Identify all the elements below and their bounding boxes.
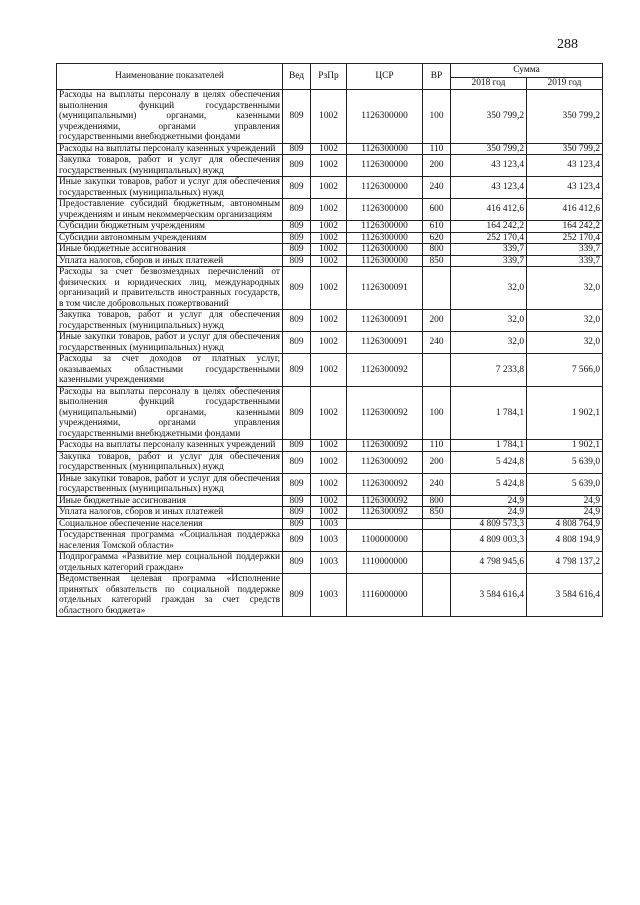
row-rzpr: 1003 bbox=[311, 574, 347, 617]
row-rzpr: 1002 bbox=[311, 507, 347, 519]
row-rzpr: 1002 bbox=[311, 221, 347, 233]
row-ved: 809 bbox=[283, 255, 311, 267]
row-csr: 1126300000 bbox=[347, 232, 423, 244]
row-ved: 809 bbox=[283, 552, 311, 574]
row-vr: 100 bbox=[423, 386, 451, 440]
row-csr: 1110000000 bbox=[347, 552, 423, 574]
row-vr: 800 bbox=[423, 495, 451, 507]
row-rzpr: 1002 bbox=[311, 155, 347, 177]
row-name: Иные закупки товаров, работ и услуг для обеспечения государственных (муниципальных) нужд bbox=[57, 473, 283, 495]
table-row bbox=[57, 386, 603, 440]
row-sum-2018: 339,7 bbox=[451, 255, 527, 267]
row-name: Уплата налогов, сборов и иных платежей bbox=[57, 255, 283, 267]
row-name: Расходы за счет безвозмездных перечислений от физических и юридических лиц, международных организаций и правительств иностранных государств, в том числе добровольных пожертвований bbox=[57, 267, 283, 310]
row-sum-2018: 7 233,8 bbox=[451, 354, 527, 387]
row-sum-2018: 4 809 573,3 bbox=[451, 518, 527, 530]
row-csr: 1126300092 bbox=[347, 451, 423, 473]
row-sum-2018: 416 412,6 bbox=[451, 199, 527, 221]
table-row bbox=[57, 332, 603, 354]
row-sum-2019: 4 808 194,9 bbox=[527, 530, 603, 552]
row-sum-2019: 4 808 764,9 bbox=[527, 518, 603, 530]
row-vr: 620 bbox=[423, 232, 451, 244]
row-csr: 1100000000 bbox=[347, 530, 423, 552]
row-name: Иные закупки товаров, работ и услуг для обеспечения государственных (муниципальных) нужд bbox=[57, 177, 283, 199]
row-rzpr: 1002 bbox=[311, 177, 347, 199]
page-number: 288 bbox=[557, 37, 578, 52]
row-name: Расходы на выплаты персоналу казенных учреждений bbox=[57, 143, 283, 155]
header-year-2018: 2018 год bbox=[451, 78, 527, 90]
row-name: Ведомственная целевая программа «Исполнение принятых обязательств по социальной поддержке отдельных категорий граждан за счет средств областного бюджета» bbox=[57, 574, 283, 617]
row-rzpr: 1002 bbox=[311, 495, 347, 507]
table-row bbox=[57, 354, 603, 387]
row-sum-2019: 252 170,4 bbox=[527, 232, 603, 244]
row-vr: 600 bbox=[423, 199, 451, 221]
row-name: Субсидии автономным учреждениям bbox=[57, 232, 283, 244]
table-row bbox=[57, 495, 603, 507]
row-sum-2018: 32,0 bbox=[451, 267, 527, 310]
row-sum-2018: 24,9 bbox=[451, 507, 527, 519]
row-csr: 1126300000 bbox=[347, 90, 423, 144]
row-sum-2018: 350 799,2 bbox=[451, 143, 527, 155]
row-rzpr: 1002 bbox=[311, 90, 347, 144]
row-ved: 809 bbox=[283, 530, 311, 552]
row-csr: 1126300000 bbox=[347, 143, 423, 155]
table-row bbox=[57, 507, 603, 519]
table-row bbox=[57, 199, 603, 221]
row-csr: 1126300092 bbox=[347, 473, 423, 495]
row-csr: 1126300000 bbox=[347, 255, 423, 267]
row-name: Социальное обеспечение населения bbox=[57, 518, 283, 530]
row-ved: 809 bbox=[283, 177, 311, 199]
budget-table bbox=[56, 63, 603, 617]
row-ved: 809 bbox=[283, 473, 311, 495]
row-name: Иные закупки товаров, работ и услуг для обеспечения государственных (муниципальных) нужд bbox=[57, 332, 283, 354]
row-rzpr: 1002 bbox=[311, 310, 347, 332]
row-ved: 809 bbox=[283, 354, 311, 387]
row-vr bbox=[423, 518, 451, 530]
row-sum-2019: 416 412,6 bbox=[527, 199, 603, 221]
row-rzpr: 1002 bbox=[311, 244, 347, 256]
row-ved: 809 bbox=[283, 143, 311, 155]
row-csr: 1126300000 bbox=[347, 155, 423, 177]
table-row bbox=[57, 221, 603, 233]
row-sum-2018: 32,0 bbox=[451, 310, 527, 332]
row-ved: 809 bbox=[283, 232, 311, 244]
row-sum-2018: 3 584 616,4 bbox=[451, 574, 527, 617]
row-sum-2018: 4 798 945,6 bbox=[451, 552, 527, 574]
table-row bbox=[57, 143, 603, 155]
row-csr: 1126300000 bbox=[347, 199, 423, 221]
row-sum-2018: 32,0 bbox=[451, 332, 527, 354]
row-name: Закупка товаров, работ и услуг для обеспечения государственных (муниципальных) нужд bbox=[57, 310, 283, 332]
row-csr: 1126300092 bbox=[347, 386, 423, 440]
row-csr: 1126300092 bbox=[347, 440, 423, 452]
row-sum-2018: 43 123,4 bbox=[451, 177, 527, 199]
row-name: Расходы на выплаты персоналу в целях обеспечения выполнения функций государственными (муниципальными) органами, казенными учреждениями, органами управления государственными внебюджетными фондами bbox=[57, 386, 283, 440]
row-name: Расходы за счет доходов от платных услуг, оказываемых областными государственными казенными учреждениями bbox=[57, 354, 283, 387]
row-sum-2018: 5 424,8 bbox=[451, 451, 527, 473]
row-sum-2019: 164 242,2 bbox=[527, 221, 603, 233]
row-ved: 809 bbox=[283, 155, 311, 177]
row-vr: 240 bbox=[423, 177, 451, 199]
row-vr: 850 bbox=[423, 255, 451, 267]
row-sum-2019: 24,9 bbox=[527, 495, 603, 507]
row-ved: 809 bbox=[283, 199, 311, 221]
row-vr bbox=[423, 574, 451, 617]
row-sum-2018: 1 784,1 bbox=[451, 440, 527, 452]
row-ved: 809 bbox=[283, 440, 311, 452]
row-ved: 809 bbox=[283, 244, 311, 256]
table-row bbox=[57, 310, 603, 332]
row-sum-2019: 32,0 bbox=[527, 332, 603, 354]
row-ved: 809 bbox=[283, 90, 311, 144]
header-csr: ЦСР bbox=[347, 64, 423, 90]
row-csr: 1126300091 bbox=[347, 310, 423, 332]
row-sum-2019: 350 799,2 bbox=[527, 143, 603, 155]
row-name: Иные бюджетные ассигнования bbox=[57, 244, 283, 256]
row-rzpr: 1002 bbox=[311, 440, 347, 452]
table-row bbox=[57, 267, 603, 310]
row-name: Уплата налогов, сборов и иных платежей bbox=[57, 507, 283, 519]
header-name: Наименование показателей bbox=[57, 64, 283, 90]
row-ved: 809 bbox=[283, 574, 311, 617]
row-sum-2019: 3 584 616,4 bbox=[527, 574, 603, 617]
row-csr: 1126300092 bbox=[347, 495, 423, 507]
row-ved: 809 bbox=[283, 507, 311, 519]
header-rzpr: РзПр bbox=[311, 64, 347, 90]
row-vr: 110 bbox=[423, 143, 451, 155]
header-year-2019: 2019 год bbox=[527, 78, 603, 90]
row-csr: 1126300000 bbox=[347, 177, 423, 199]
table-row bbox=[57, 518, 603, 530]
table-row bbox=[57, 232, 603, 244]
row-vr: 800 bbox=[423, 244, 451, 256]
row-sum-2018: 5 424,8 bbox=[451, 473, 527, 495]
table-body bbox=[57, 90, 603, 617]
table-row bbox=[57, 177, 603, 199]
row-vr: 610 bbox=[423, 221, 451, 233]
table-row bbox=[57, 473, 603, 495]
row-vr: 100 bbox=[423, 90, 451, 144]
row-rzpr: 1002 bbox=[311, 451, 347, 473]
row-vr bbox=[423, 354, 451, 387]
row-sum-2019: 339,7 bbox=[527, 255, 603, 267]
row-sum-2019: 7 566,0 bbox=[527, 354, 603, 387]
row-sum-2019: 32,0 bbox=[527, 267, 603, 310]
row-ved: 809 bbox=[283, 221, 311, 233]
row-csr: 1126300091 bbox=[347, 267, 423, 310]
table-row bbox=[57, 530, 603, 552]
row-ved: 809 bbox=[283, 386, 311, 440]
row-vr: 850 bbox=[423, 507, 451, 519]
row-name: Расходы на выплаты персоналу в целях обеспечения выполнения функций государственными (муниципальными) органами, казенными учреждениями, органами управления государственными внебюджетными фондами bbox=[57, 90, 283, 144]
row-rzpr: 1002 bbox=[311, 199, 347, 221]
row-sum-2019: 4 798 137,2 bbox=[527, 552, 603, 574]
row-csr: 1126300092 bbox=[347, 354, 423, 387]
row-sum-2018: 339,7 bbox=[451, 244, 527, 256]
row-name: Закупка товаров, работ и услуг для обеспечения государственных (муниципальных) нужд bbox=[57, 155, 283, 177]
row-rzpr: 1002 bbox=[311, 255, 347, 267]
row-csr: 1126300000 bbox=[347, 221, 423, 233]
row-rzpr: 1002 bbox=[311, 267, 347, 310]
row-rzpr: 1002 bbox=[311, 332, 347, 354]
row-vr: 240 bbox=[423, 473, 451, 495]
row-sum-2018: 24,9 bbox=[451, 495, 527, 507]
table-row bbox=[57, 244, 603, 256]
row-vr bbox=[423, 530, 451, 552]
row-sum-2019: 32,0 bbox=[527, 310, 603, 332]
row-csr: 1126300092 bbox=[347, 507, 423, 519]
row-sum-2019: 43 123,4 bbox=[527, 177, 603, 199]
row-sum-2018: 252 170,4 bbox=[451, 232, 527, 244]
row-sum-2019: 1 902,1 bbox=[527, 386, 603, 440]
row-name: Подпрограмма «Развитие мер социальной поддержки отдельных категорий граждан» bbox=[57, 552, 283, 574]
row-sum-2019: 339,7 bbox=[527, 244, 603, 256]
row-name: Субсидии бюджетным учреждениям bbox=[57, 221, 283, 233]
row-name: Государственная программа «Социальная поддержка населения Томской области» bbox=[57, 530, 283, 552]
row-name: Иные бюджетные ассигнования bbox=[57, 495, 283, 507]
row-vr: 200 bbox=[423, 155, 451, 177]
row-csr: 1126300091 bbox=[347, 332, 423, 354]
table-row bbox=[57, 155, 603, 177]
header-vr: ВР bbox=[423, 64, 451, 90]
row-sum-2019: 5 639,0 bbox=[527, 451, 603, 473]
row-rzpr: 1002 bbox=[311, 354, 347, 387]
row-sum-2019: 1 902,1 bbox=[527, 440, 603, 452]
row-rzpr: 1002 bbox=[311, 143, 347, 155]
row-name: Предоставление субсидий бюджетным, автономным учреждениям и иным некоммерческим организациям bbox=[57, 199, 283, 221]
row-vr: 200 bbox=[423, 310, 451, 332]
row-csr bbox=[347, 518, 423, 530]
table-row bbox=[57, 440, 603, 452]
row-sum-2019: 43 123,4 bbox=[527, 155, 603, 177]
table-row bbox=[57, 451, 603, 473]
row-sum-2019: 350 799,2 bbox=[527, 90, 603, 144]
row-sum-2018: 4 809 003,3 bbox=[451, 530, 527, 552]
row-ved: 809 bbox=[283, 495, 311, 507]
row-name: Закупка товаров, работ и услуг для обеспечения государственных (муниципальных) нужд bbox=[57, 451, 283, 473]
row-ved: 809 bbox=[283, 451, 311, 473]
row-ved: 809 bbox=[283, 518, 311, 530]
row-vr: 110 bbox=[423, 440, 451, 452]
row-rzpr: 1002 bbox=[311, 473, 347, 495]
row-rzpr: 1002 bbox=[311, 386, 347, 440]
row-csr: 1116000000 bbox=[347, 574, 423, 617]
row-sum-2019: 5 639,0 bbox=[527, 473, 603, 495]
header-ved: Вед bbox=[283, 64, 311, 90]
header-sum: Сумма bbox=[451, 64, 603, 78]
row-ved: 809 bbox=[283, 267, 311, 310]
row-vr bbox=[423, 552, 451, 574]
row-sum-2018: 350 799,2 bbox=[451, 90, 527, 144]
row-vr bbox=[423, 267, 451, 310]
row-vr: 240 bbox=[423, 332, 451, 354]
table-row bbox=[57, 552, 603, 574]
row-rzpr: 1002 bbox=[311, 232, 347, 244]
row-sum-2018: 1 784,1 bbox=[451, 386, 527, 440]
row-sum-2018: 164 242,2 bbox=[451, 221, 527, 233]
row-vr: 200 bbox=[423, 451, 451, 473]
row-ved: 809 bbox=[283, 332, 311, 354]
table-row bbox=[57, 90, 603, 144]
row-rzpr: 1003 bbox=[311, 552, 347, 574]
row-rzpr: 1003 bbox=[311, 530, 347, 552]
row-csr: 1126300000 bbox=[347, 244, 423, 256]
table-row bbox=[57, 574, 603, 617]
row-name: Расходы на выплаты персоналу казенных учреждений bbox=[57, 440, 283, 452]
row-sum-2019: 24,9 bbox=[527, 507, 603, 519]
row-rzpr: 1003 bbox=[311, 518, 347, 530]
row-ved: 809 bbox=[283, 310, 311, 332]
table-row bbox=[57, 255, 603, 267]
row-sum-2018: 43 123,4 bbox=[451, 155, 527, 177]
